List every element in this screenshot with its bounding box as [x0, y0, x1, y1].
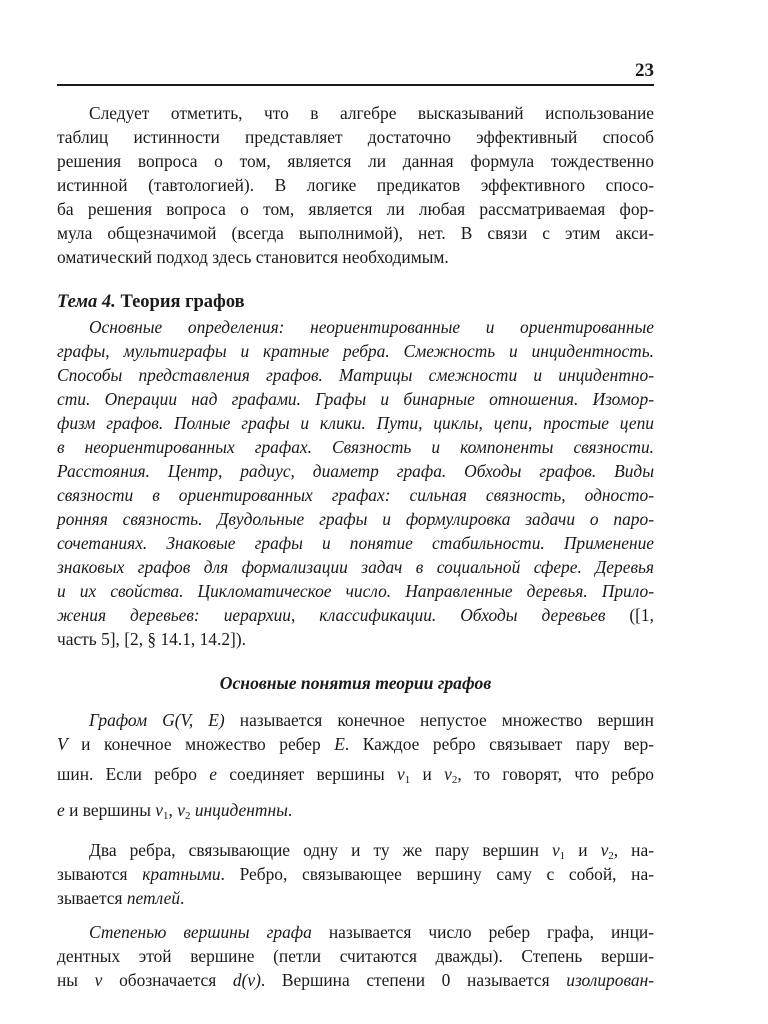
- text-line: дентных этой вершине (петли считаются дважды). Степень верши-: [57, 946, 654, 966]
- theme-heading: [57, 290, 654, 315]
- multiple-edges-paragraph: [57, 838, 654, 910]
- text-fragment: и: [565, 840, 601, 860]
- text-line: [57, 708, 654, 732]
- subscript: 1: [559, 850, 566, 862]
- text-fragment: , то говорят, что ребро: [457, 764, 654, 784]
- subscript: 2: [184, 810, 191, 822]
- topic-line: и их свойства. Цикломатическое число. Направленные деревья. Прило-: [57, 581, 654, 601]
- term-degree: Степенью вершины графа: [89, 922, 312, 942]
- topic-text: жения деревьев: иерархии, классификации. Обходы деревьев: [57, 605, 606, 625]
- reference-tail: ([1,: [605, 605, 654, 625]
- text-line: [57, 886, 654, 910]
- text-fragment: ны: [57, 970, 95, 990]
- var-e: e: [57, 800, 65, 820]
- vertex-symbol: ν: [177, 800, 185, 820]
- subscript: 2: [608, 850, 614, 862]
- theme-number: Тема 4.: [57, 292, 116, 312]
- term-graph: Графом: [89, 710, 148, 730]
- page-number: 23: [635, 60, 654, 81]
- subscript: 2: [451, 774, 458, 786]
- text-fragment: .: [287, 800, 293, 820]
- topic-line: Способы представления графов. Матрицы смежности и инцидентно-: [57, 365, 654, 385]
- theme-title: Теория графов: [120, 292, 245, 312]
- text-fragment: . Каждое ребро связывает пару вер-: [344, 734, 654, 754]
- header-rule: [57, 84, 654, 86]
- topic-line: Расстояния. Центр, радиус, диаметр графа. Обходы графов. Виды: [57, 461, 654, 481]
- text-fragment: Два ребра, связывающие одну и ту же пару вершин: [89, 840, 552, 860]
- text-line: [57, 756, 654, 792]
- text-fragment: зываются: [57, 864, 143, 884]
- text-fragment: шин. Если ребро: [57, 764, 210, 784]
- topic-line: физм графов. Полные графы и клики. Пути, циклы, цепи, простые цепи: [57, 413, 654, 433]
- intro-paragraph: [57, 101, 654, 269]
- subscript: 1: [404, 774, 411, 786]
- text-line: [57, 862, 654, 886]
- text-line: [57, 968, 654, 992]
- page-body: [57, 101, 654, 992]
- section-subheading: Основные понятия теории графов: [219, 673, 492, 693]
- topic-line: ронняя связность. Двудольные графы и формулировка задачи о паро-: [57, 509, 654, 529]
- text-fragment: зывается: [57, 888, 127, 908]
- text-line: таблиц истинности представляет достаточно эффективный способ: [57, 127, 654, 147]
- text-line: мула общезначимой (всегда выполнимой), нет. В связи с этим акси-: [57, 223, 654, 243]
- text-fragment: , на-: [613, 840, 654, 860]
- var-e: e: [209, 764, 217, 784]
- topic-line: Основные определения: неориентированные и ориентированные: [89, 317, 654, 337]
- topic-line: в неориентированных графах. Связность и компоненты связности.: [57, 437, 654, 457]
- theme-topics: [57, 315, 654, 651]
- subscript: 1: [163, 810, 169, 822]
- var-v: V: [57, 734, 68, 754]
- topic-line: [57, 603, 654, 627]
- term-incident: инцидентны: [194, 800, 288, 820]
- text-line: ба решения вопроса о том, является ли любая рассматриваемая фор-: [57, 199, 654, 219]
- reference-line: часть 5], [2, § 14.1, 14.2]).: [57, 629, 246, 649]
- topic-line: сочетаниях. Знаковые графы и понятие стабильности. Применение: [57, 533, 654, 553]
- text-fragment: и конечное множество ребер: [67, 734, 335, 754]
- term-loop: петлей: [126, 888, 181, 908]
- text-line: [57, 838, 654, 862]
- topic-line: сти. Операции над графами. Графы и бинарные отношения. Изомор-: [57, 389, 654, 409]
- text-fragment: обозначается: [102, 970, 233, 990]
- var-e: E: [334, 734, 345, 754]
- topic-line: знаковых графов для формализации задач в социальной сфере. Деревья: [57, 557, 654, 577]
- text-line: [57, 792, 654, 828]
- text-line: [57, 920, 654, 944]
- vertex-symbol: ν: [94, 970, 103, 990]
- text-fragment: называется конечное непустое множество вершин: [224, 710, 654, 730]
- text-fragment: .: [180, 888, 185, 908]
- text-line: истинной (тавтологией). В логике предикатов эффективного спосо-: [57, 175, 654, 195]
- vertex-symbol: ν: [155, 800, 164, 820]
- vertex-symbol: ν: [397, 764, 405, 784]
- term-multiple: кратными: [142, 864, 221, 884]
- vertex-symbol: ν: [551, 840, 560, 860]
- vertex-symbol: ν: [600, 840, 609, 860]
- text-fragment: и: [410, 764, 445, 784]
- text-fragment: . Ребро, связывающее вершину саму с собой, на-: [220, 864, 654, 884]
- topic-line: графы, мультиграфы и кратные ребра. Смежность и инцидентность.: [57, 341, 654, 361]
- text-line: Следует отметить, что в алгебре высказываний использование: [89, 103, 654, 123]
- degree-paragraph: [57, 920, 654, 992]
- topic-line: связности в ориентированных графах: сильная связность, односто-: [57, 485, 654, 505]
- text-fragment: и вершины: [64, 800, 156, 820]
- text-line: решения вопроса о том, является ли данная формула тождественно: [57, 151, 654, 171]
- text-fragment: . Вершина степени 0 называется: [260, 970, 567, 990]
- text-line: [57, 732, 654, 756]
- formula-graph: G(V, E): [162, 710, 225, 730]
- text-fragment: ,: [168, 800, 178, 820]
- text-line: оматический подход здесь становится необходимым.: [57, 247, 449, 267]
- term-isolated: изолирован-: [566, 970, 654, 990]
- graph-definition: [57, 708, 654, 828]
- vertex-symbol: ν: [444, 764, 452, 784]
- text-fragment: соединяет вершины: [216, 764, 397, 784]
- text-fragment: называется число ребер графа, инци-: [311, 922, 654, 942]
- degree-formula: d(ν): [232, 970, 261, 990]
